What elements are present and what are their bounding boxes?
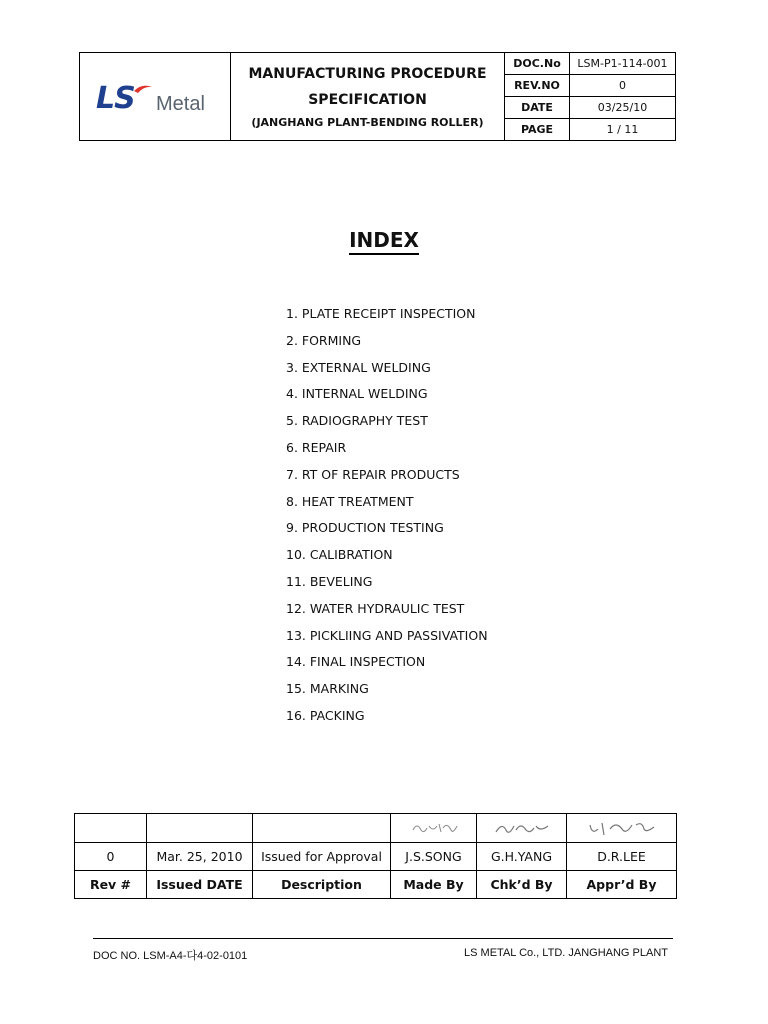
description-header: Description [253, 871, 391, 899]
meta-value: LSM-P1-114-001 [577, 57, 668, 70]
index-item: 7. RT OF REPAIR PRODUCTS [286, 466, 460, 482]
index-item: 15. MARKING [286, 681, 369, 697]
rev-header: Rev # [75, 871, 147, 899]
index-item: 14. FINAL INSPECTION [286, 654, 426, 670]
index-item: 12. WATER HYDRAULIC TEST [286, 600, 465, 616]
meta-key: DOC.No [505, 53, 570, 74]
apprd-by-value: D.R.LEE [567, 843, 677, 871]
apprd-by-signature [567, 814, 677, 843]
chkd-by-value: G.H.YANG [477, 843, 567, 871]
document-meta-table [505, 53, 675, 140]
signature-cell-empty [75, 814, 147, 843]
footer-company: LS METAL Co., LTD. JANGHANG PLANT [464, 947, 668, 959]
made-by-header: Made By [391, 871, 477, 899]
meta-value: 03/25/10 [597, 101, 648, 114]
meta-row-date [505, 97, 675, 119]
chkd-by-header: Chk’d By [477, 871, 567, 899]
meta-row-doc-no [505, 53, 675, 75]
signature-cell-empty [147, 814, 253, 843]
footer-divider [93, 938, 673, 939]
rev-value: 0 [75, 843, 147, 871]
signature-icon [492, 820, 552, 836]
logo-metal-text: Metal [156, 93, 205, 115]
meta-value: 0 [619, 79, 626, 92]
meta-key: DATE [505, 97, 570, 118]
index-item: 3. EXTERNAL WELDING [286, 359, 431, 375]
revision-row [75, 843, 677, 871]
company-logo [80, 53, 231, 140]
document-title-block [231, 53, 505, 140]
description-value: Issued for Approval [253, 843, 391, 871]
meta-key: PAGE [505, 119, 570, 140]
signature-row [75, 814, 677, 843]
date-header: Issued DATE [147, 871, 253, 899]
index-heading [0, 228, 768, 252]
logo-swoosh-icon [132, 83, 154, 97]
index-list [286, 306, 488, 735]
footer-doc-no: DOC NO. LSM-A4-다4-02-0101 [93, 950, 248, 962]
document-subtitle: (JANGHANG PLANT-BENDING ROLLER) [251, 115, 484, 129]
index-item: 5. RADIOGRAPHY TEST [286, 413, 428, 429]
title-line-1: MANUFACTURING PROCEDURE [248, 65, 487, 82]
meta-value: 1 / 11 [606, 123, 639, 136]
index-item: 13. PICKLIING AND PASSIVATION [286, 627, 488, 643]
index-item: 4. INTERNAL WELDING [286, 386, 428, 402]
index-item: 2. FORMING [286, 332, 362, 348]
meta-row-page [505, 119, 675, 140]
made-by-signature [391, 814, 477, 843]
date-value: Mar. 25, 2010 [147, 843, 253, 871]
index-item: 9. PRODUCTION TESTING [286, 520, 444, 536]
index-item: 10. CALIBRATION [286, 547, 393, 563]
index-title: INDEX [349, 228, 419, 255]
title-line-2: SPECIFICATION [308, 91, 427, 108]
signature-cell-empty [253, 814, 391, 843]
apprd-by-header: Appr’d By [567, 871, 677, 899]
index-item: 6. REPAIR [286, 439, 347, 455]
approval-header-row [75, 871, 677, 899]
meta-row-rev-no [505, 75, 675, 97]
document-header [79, 52, 676, 141]
index-item: 8. HEAT TREATMENT [286, 493, 414, 509]
made-by-value: J.S.SONG [391, 843, 477, 871]
chkd-by-signature [477, 814, 567, 843]
signature-icon [409, 820, 459, 836]
index-item: 1. PLATE RECEIPT INSPECTION [286, 306, 476, 321]
index-item: 16. PACKING [286, 707, 365, 723]
meta-key: REV.NO [505, 75, 570, 96]
approval-table [74, 813, 677, 899]
logo-ls-text: LS [96, 81, 135, 116]
signature-icon [586, 819, 658, 837]
index-item: 11. BEVELING [286, 573, 373, 589]
